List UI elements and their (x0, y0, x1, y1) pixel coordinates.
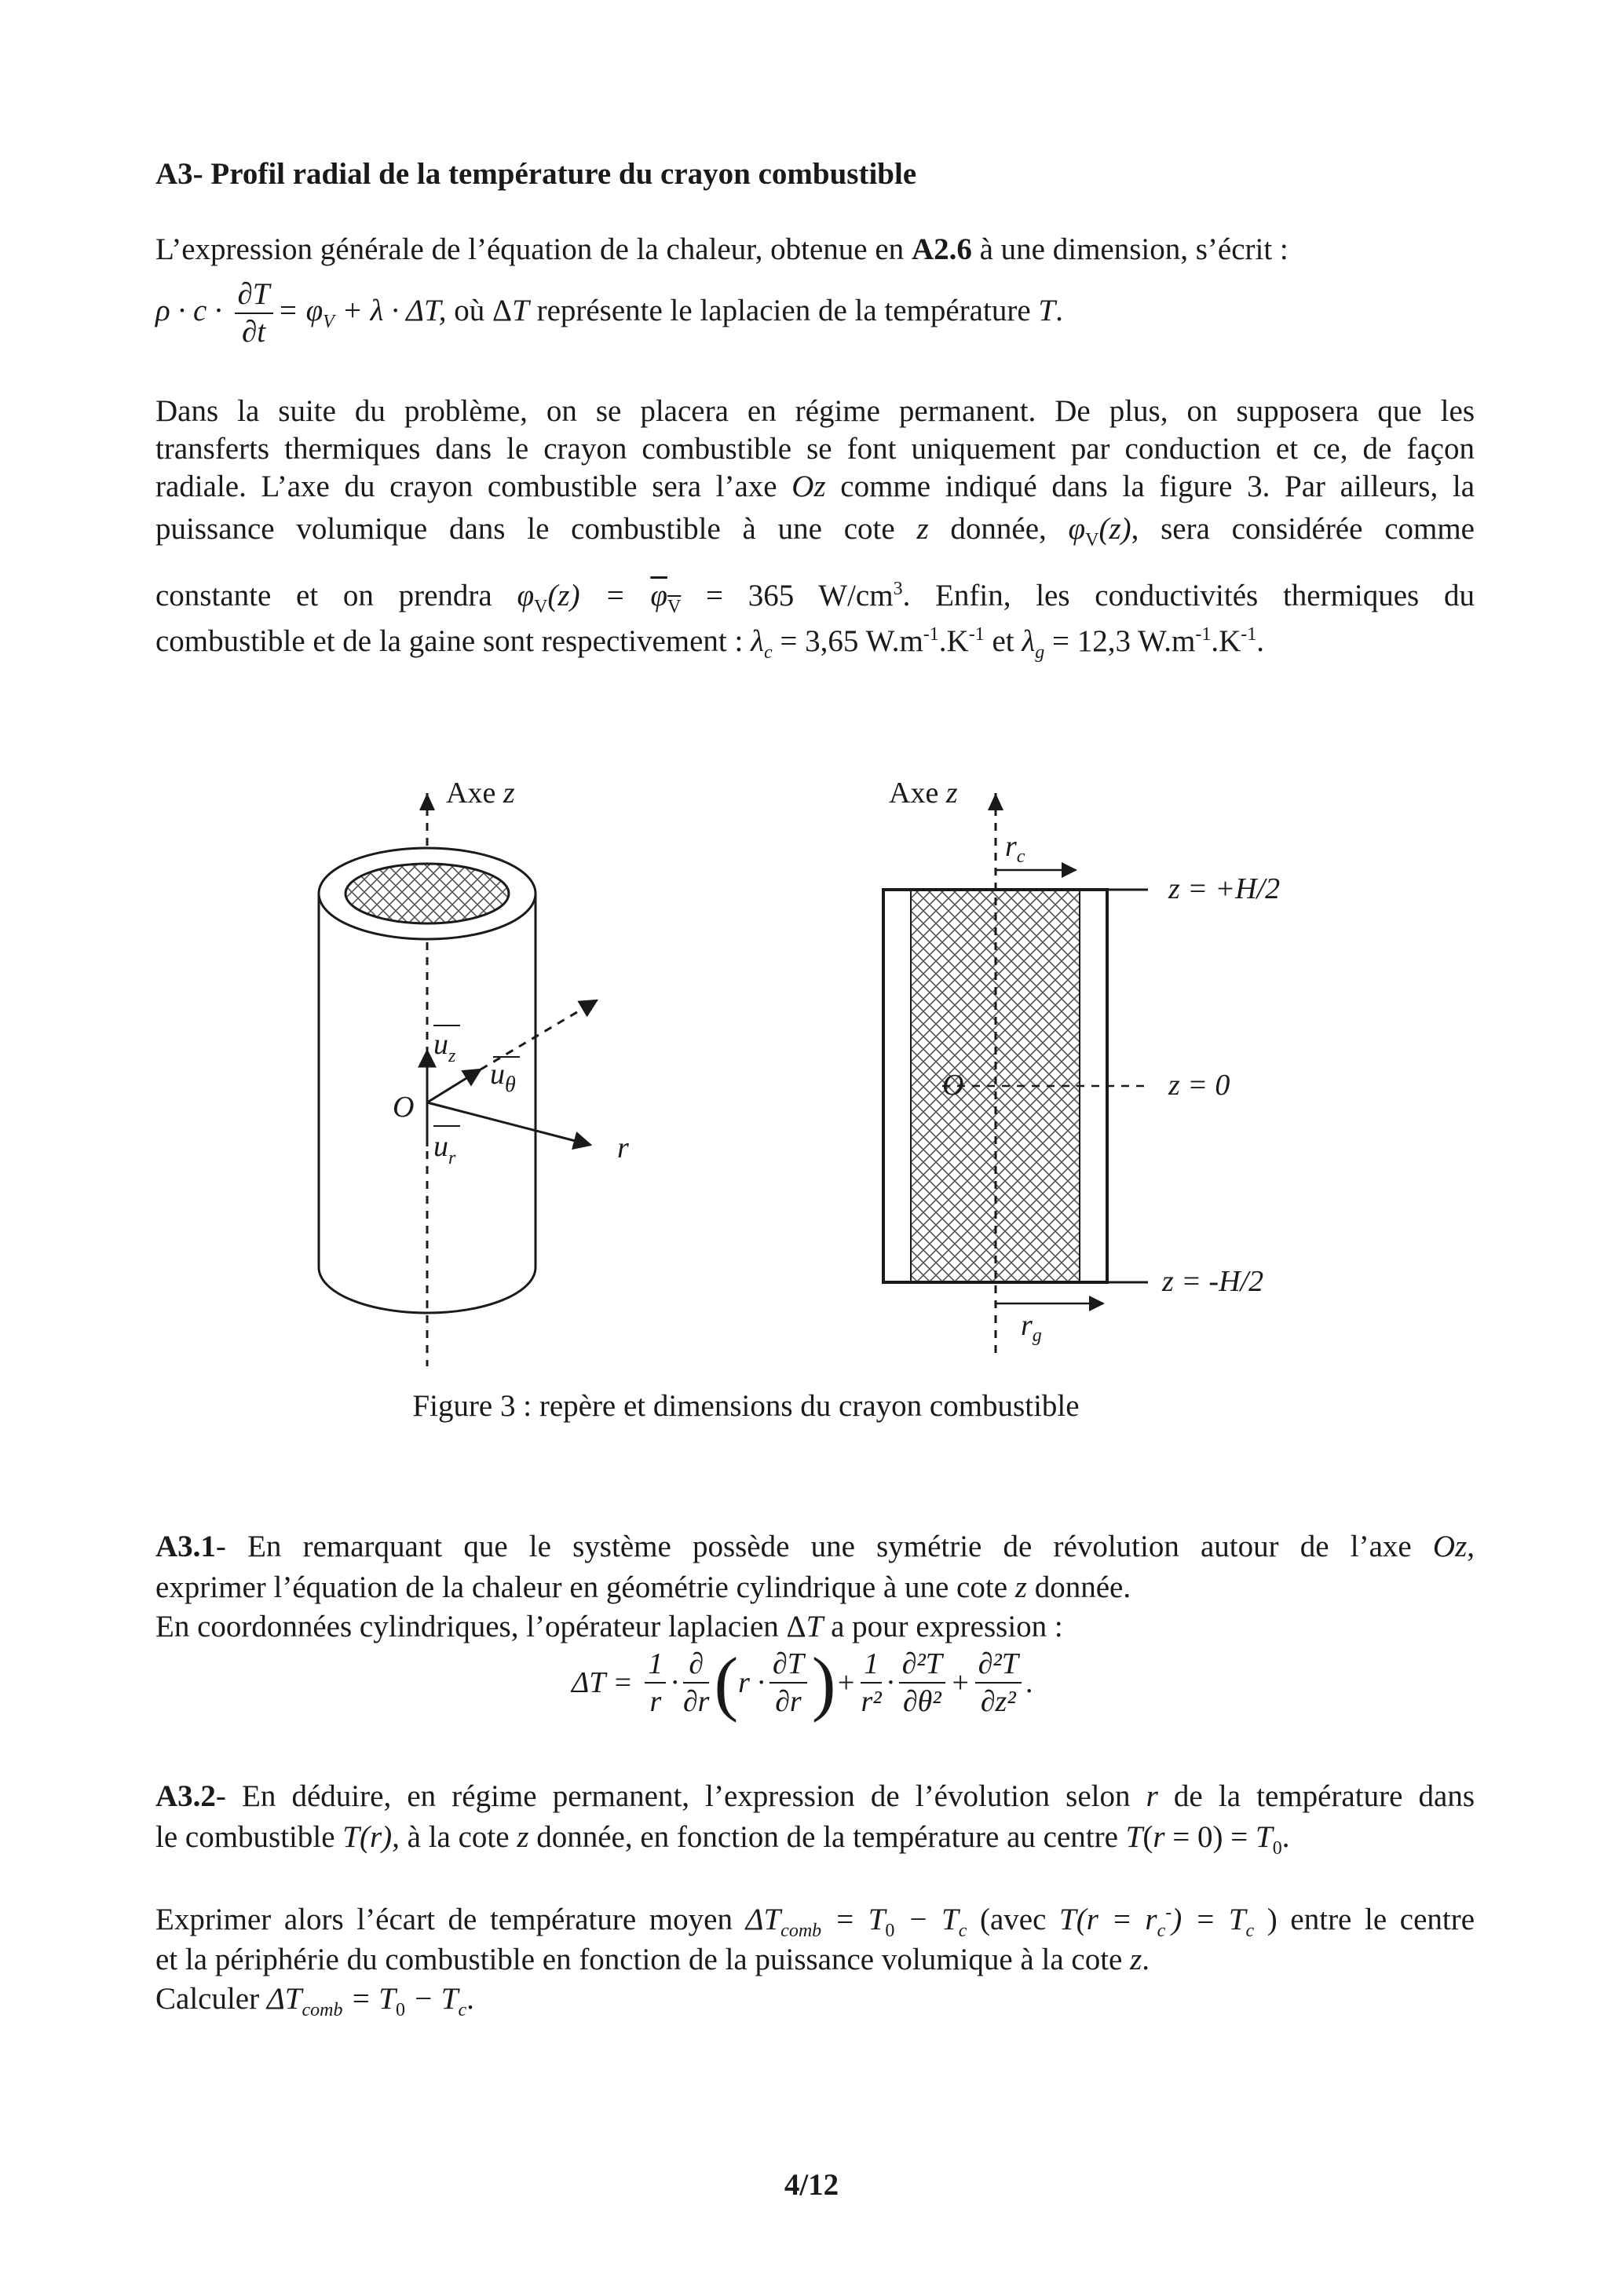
svg-text:uθ (490, 1058, 516, 1097)
lap-inner-r: r · (738, 1666, 765, 1699)
lambda-c-exp-m: -1 (923, 624, 939, 645)
lap-f4-num: 1 (861, 1646, 882, 1684)
para-line-2: transferts thermiques dans le crayon combustible se font uniquement par conduction et ce, de façon (155, 432, 1475, 466)
q31-text-a: - En remarquant que le système possède une symétrie de révolution autour de l’axe (215, 1530, 1433, 1563)
lap-f6-den: ∂z² (980, 1685, 1016, 1718)
q32-minus-2: − T (404, 1982, 459, 2016)
para-line-3-a: radiale. L’axe du crayon combustible sera l’axe (155, 470, 792, 503)
q32-r: r (1146, 1779, 1158, 1813)
q32-label: A3.2 (155, 1779, 216, 1813)
q32-line-3-b: (avec (967, 1903, 1060, 1936)
q32-line-3-c: ) entre le centre (1254, 1903, 1475, 1936)
utheta-sub: θ (505, 1073, 516, 1097)
svg-text:ur (433, 1130, 456, 1168)
uz-label: u (433, 1028, 448, 1061)
q32-z: z (517, 1820, 529, 1854)
para-power-exp: 3 (893, 579, 903, 599)
q32-z2: z (1130, 1943, 1142, 1976)
heat-equation (155, 276, 1475, 350)
q32-line-1-b: de la température dans (1157, 1779, 1475, 1813)
lap-lhs: ΔT = (572, 1666, 633, 1699)
ur-label: u (433, 1130, 448, 1163)
q32-minus: − T (894, 1903, 959, 1936)
q32-dT-2-sub: comb (302, 1999, 343, 2020)
r-label: r (617, 1132, 629, 1164)
section-title: A3- Profil radial de la température du crayon combustible (155, 157, 917, 191)
ur-sub: r (448, 1148, 456, 1168)
para-line-3 (155, 466, 1475, 507)
para-oz: Oz (791, 470, 826, 503)
eq-rho-c: ρ · c · (155, 293, 222, 327)
q31-line-2-b: donnée. (1026, 1570, 1131, 1604)
para-phi-arg: (z) (1098, 512, 1131, 546)
z-bottom-label: z = -H/2 (1162, 1265, 1264, 1298)
lap-f6-num: ∂²T (975, 1646, 1022, 1684)
q32-dT: ΔT (745, 1903, 781, 1936)
q31-line-3-a: En coordonnées cylindriques, l’opérateur laplacien Δ (155, 1610, 806, 1643)
q31-line-2 (155, 1567, 1475, 1608)
q32-line-2-a: le combustible (155, 1820, 343, 1854)
q32-Tr: T(r), (342, 1820, 400, 1854)
q31-line-3 (155, 1607, 1475, 1647)
z-mid-label: z = 0 (1168, 1069, 1230, 1102)
q32-line-1-a: - En déduire, en régime permanent, l’expression de l’évolution selon (215, 1779, 1146, 1813)
lambda-c-value: = 3,65 W.m (772, 624, 923, 658)
para-phi: φ (1068, 512, 1086, 546)
eq-note-T2: T (1038, 293, 1056, 327)
z-top-label: z = +H/2 (1168, 872, 1281, 905)
cylinder-diagram (319, 777, 629, 1366)
lambda-g-k: .K (1211, 624, 1241, 658)
lap-end: . (1025, 1666, 1034, 1699)
fuel-top-hatch (345, 864, 509, 923)
left-axis-arrow-icon (419, 793, 435, 810)
rg-sub: g (1032, 1325, 1042, 1346)
eq-fraction-dT-dt (235, 276, 273, 350)
right-axis-arrow-icon (988, 793, 1003, 810)
lap-f5-num: ∂²T (899, 1646, 945, 1684)
svg-text:rg (1021, 1309, 1042, 1346)
left-axis-label: Axe z (446, 777, 515, 810)
eq-note-end: . (1055, 293, 1063, 327)
q32-close: ) = T (1172, 1903, 1246, 1936)
q32-r2: r (1153, 1820, 1165, 1854)
q32-rc-sup: - (1165, 1903, 1172, 1923)
eq-note: où Δ (446, 293, 513, 327)
eq-numerator: ∂T (235, 276, 273, 314)
utheta-label: u (490, 1058, 505, 1091)
para-line-4-c: , sera considérée comme (1131, 512, 1475, 546)
q32-tc: c (958, 1920, 967, 1941)
eq-rhs-b: + λ · ΔT, (334, 293, 447, 327)
para-phi-sub: V (1085, 529, 1099, 550)
para-line-3-b: comme indiqué dans la figure 3. Par ailleurs, la (825, 470, 1475, 503)
lambda-c-k: .K (938, 624, 969, 658)
rc-sub: c (1016, 846, 1025, 867)
lambda-c: λ (751, 624, 765, 658)
q32-dT-sub: comb (780, 1920, 822, 1941)
intro-text: L’expression générale de l’équation de la chaleur, obtenue en (155, 232, 912, 266)
q32-line-4-a: et la périphérie du combustible en fonction de la puissance volumique à la cote (155, 1943, 1131, 1976)
r-direction (427, 1102, 590, 1145)
para-phi-2-arg: (z) = (547, 579, 651, 612)
q32-line-2-c: donnée, en fonction de la température au centre (528, 1820, 1126, 1854)
q32-tc-2: c (458, 1999, 467, 2020)
q31-T: T (806, 1610, 824, 1643)
lambda-c-exp-k: -1 (968, 624, 985, 645)
q32-eq-2-t0: 0 (395, 1999, 405, 2020)
lambda-g-value: = 12,3 W.m (1044, 624, 1196, 658)
intro-line (155, 229, 1475, 270)
lap-f2-num: ∂ (683, 1646, 710, 1684)
section-diagram (883, 777, 1280, 1358)
q31-oz: Oz (1432, 1530, 1468, 1563)
q31-label: A3.1 (155, 1530, 216, 1563)
q32-line-4 (155, 1940, 1475, 1980)
lap-f1-den: r (649, 1685, 662, 1718)
lambda-c-sub: c (764, 642, 773, 663)
q31-line-2-a: exprimer l’équation de la chaleur en géométrie cylindrique à une cote (155, 1570, 1015, 1604)
rg-label: r (1021, 1309, 1033, 1342)
intro-text-end: à une dimension, s’écrit : (971, 232, 1289, 266)
q32-eq-2: = T (342, 1982, 396, 2016)
q32-line-5 (155, 1979, 1475, 2031)
origin-O: O (393, 1091, 415, 1124)
figure-caption: Figure 3 : repère et dimensions du crayon combustible (412, 1389, 1080, 1423)
q31-line-1 (155, 1526, 1475, 1567)
q32-T: T (1125, 1820, 1143, 1854)
q32-Tc: c (1245, 1920, 1255, 1941)
lap-f1-num: 1 (645, 1646, 666, 1684)
q32-line-5-end: . (466, 1982, 474, 2016)
eq-denominator: ∂t (241, 315, 266, 349)
q32-line-5-a: Calculer (155, 1982, 267, 2016)
q32-eq: = T (821, 1903, 886, 1936)
right-axis-label: Axe z (889, 777, 958, 810)
lambda-g: λ (1022, 624, 1036, 658)
q31-text-b: , (1467, 1530, 1475, 1563)
para-phi-2-sub: V (534, 596, 548, 617)
q32-rc: c (1157, 1920, 1166, 1941)
para-line-5-a: constante et on prendra (155, 579, 517, 612)
q31-line-3-b: a pour expression : (823, 1610, 1063, 1643)
para-phi-bar: $\overline{\varphi}$ (650, 579, 667, 612)
q32-Trc: T(r = r (1059, 1903, 1157, 1936)
q32-dT-2: ΔT (266, 1982, 302, 2016)
lap-f4-den: r² (861, 1685, 882, 1718)
para-line-6 (155, 614, 1475, 673)
eq-note-T: T (512, 293, 529, 327)
para-line-6-end: . (1256, 624, 1265, 658)
para-power-value: = 365 W/cm (681, 579, 894, 612)
q32-line-2 (155, 1817, 1475, 1869)
lambda-g-exp-k: -1 (1241, 624, 1257, 645)
lambda-g-exp-m: -1 (1195, 624, 1212, 645)
para-line-4-b: donnée, (928, 512, 1069, 546)
eq-rhs: = φ (277, 293, 324, 327)
q32-line-4-b: . (1142, 1943, 1150, 1976)
q32-line-2-end: . (1281, 1820, 1290, 1854)
para-line-5-b: . Enfin, les conductivités thermiques du (902, 579, 1475, 612)
svg-text:uz (433, 1028, 456, 1066)
page-number: 4/12 (784, 2168, 839, 2202)
q32-line-1 (155, 1776, 1475, 1817)
para-z: z (916, 512, 929, 546)
eq-note-b: représente le laplacien de la température (528, 293, 1039, 327)
q32-eq-t0: 0 (885, 1920, 895, 1941)
lap-f2-den: ∂r (682, 1685, 710, 1718)
q32-line-2-e: = 0) = (1164, 1820, 1256, 1854)
lap-f5-den: ∂θ² (902, 1685, 941, 1718)
para-line-1: Dans la suite du problème, on se placera en régime permanent. De plus, on supposera que les (155, 394, 1475, 428)
origin-O-right: O (942, 1069, 964, 1102)
q32-line-3-a: Exprimer alors l’écart de température moyen (155, 1903, 746, 1936)
uz-sub: z (448, 1046, 456, 1066)
intro-ref: A2.6 (911, 232, 972, 266)
eq-rhs-sub: V (323, 311, 334, 332)
para-et: et (984, 624, 1022, 658)
q31-z: z (1014, 1570, 1027, 1604)
laplacian-equation: ΔT = $\frac{1}{r}$ · $\frac{\partial}{\partial r}$ (r · $\frac{\partial T}{\partial r}$ )+ $\frac{1}{\text{r²}}$ · $\frac{\text{∂²T}}{\text{∂θ²}}$ + $\frac{\text{∂²T}}{\text{∂z²}}$ . (572, 1643, 1034, 1723)
q32-paren: ( (1142, 1820, 1153, 1854)
q32-T0-sub: 0 (1272, 1837, 1282, 1859)
para-line-4-a: puissance volumique dans le combustible à une cote (155, 512, 917, 546)
lap-f3-num: ∂T (769, 1646, 807, 1684)
lap-f3-den: ∂r (775, 1685, 802, 1718)
svg-text:rc (1005, 830, 1025, 867)
figure-3 (0, 754, 1623, 1366)
lambda-g-sub: g (1035, 642, 1045, 663)
section-heading (155, 154, 1475, 195)
para-phi-bar-sub: V (667, 596, 682, 617)
para-phi-2: φ (517, 579, 535, 612)
q32-T0: T (1256, 1820, 1273, 1854)
para-line-6-a: combustible et de la gaine sont respectivement : (155, 624, 751, 658)
q32-line-2-b: à la cote (399, 1820, 517, 1854)
rc-label: r (1005, 830, 1017, 863)
para-line-4 (155, 509, 1475, 561)
